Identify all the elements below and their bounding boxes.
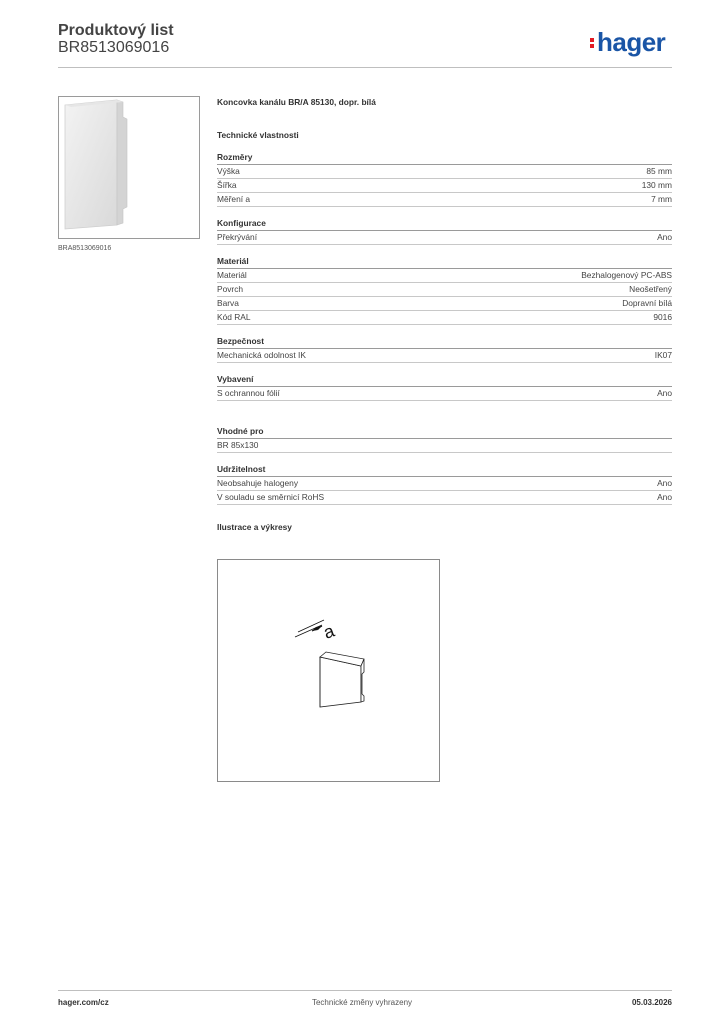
spec-label: Překrývání [217, 232, 258, 242]
spec-label: Materiál [217, 270, 247, 280]
spec-label: Barva [217, 298, 239, 308]
spec-row [217, 231, 672, 245]
section-title: Materiál [217, 255, 672, 269]
spec-section [217, 217, 672, 245]
spec-row [217, 387, 672, 401]
spec-row [217, 165, 672, 179]
spec-label: BR 85x130 [217, 440, 259, 450]
spec-value: IK07 [654, 350, 672, 360]
page-title: Produktový list [58, 22, 174, 39]
spec-row [217, 283, 672, 297]
spec-label: Mechanická odolnost IK [217, 350, 306, 360]
section-title: Vhodné pro [217, 425, 672, 439]
spec-label: Výška [217, 166, 240, 176]
spec-value: 9016 [653, 312, 672, 322]
spec-row [217, 491, 672, 505]
footer-website: hager.com/cz [58, 998, 109, 1007]
spec-value: 130 mm [641, 180, 672, 190]
spec-label: V souladu se směrnicí RoHS [217, 492, 325, 502]
spec-section [217, 373, 672, 401]
end-cap-photo-icon [59, 97, 199, 238]
spec-value: Bezhalogenový PC-ABS [581, 270, 672, 280]
spec-row [217, 477, 672, 491]
spec-row [217, 439, 672, 453]
hager-logo [590, 27, 665, 58]
spec-value: Dopravní bílá [622, 298, 672, 308]
section-title: Bezpečnost [217, 335, 672, 349]
photo-caption: BRA8513069016 [58, 245, 112, 252]
spec-label: Povrch [217, 284, 244, 294]
spec-row [217, 179, 672, 193]
spec-value: Ano [657, 492, 672, 502]
spec-row [217, 269, 672, 283]
spec-label: Neobsahuje halogeny [217, 478, 299, 488]
spec-section [217, 425, 672, 453]
illustrations-heading: Ilustrace a výkresy [217, 522, 292, 532]
spec-column [217, 96, 672, 533]
spec-label: Měření a [217, 194, 251, 204]
technical-drawing [217, 559, 440, 782]
spec-sections [217, 151, 672, 505]
section-title: Konfigurace [217, 217, 672, 231]
header-divider [58, 67, 672, 68]
section-title: Rozměry [217, 151, 672, 165]
spec-label: S ochrannou fólií [217, 388, 280, 398]
dimension-drawing-icon [218, 560, 439, 781]
spec-section [217, 151, 672, 207]
product-title: Koncovka kanálu BR/A 85130, dopr. bílá [217, 97, 376, 107]
product-photo [58, 96, 200, 239]
spec-row [217, 349, 672, 363]
footer-notice: Technické změny vyhrazeny [311, 998, 413, 1007]
spec-value: 7 mm [651, 194, 672, 204]
section-title: Udržitelnost [217, 463, 672, 477]
spec-row [217, 297, 672, 311]
spec-value: Ano [657, 388, 672, 398]
spec-value: 85 mm [646, 166, 672, 176]
spec-row [217, 193, 672, 207]
spec-label: Šířka [217, 180, 237, 190]
section-title: Vybavení [217, 373, 672, 387]
spec-label: Kód RAL [217, 312, 251, 322]
spec-section [217, 463, 672, 505]
spec-section [217, 335, 672, 363]
logo-dots-icon [590, 37, 594, 49]
spec-row [217, 311, 672, 325]
product-code: BR8513069016 [58, 39, 170, 56]
footer-date: 05.03.2026 [631, 998, 672, 1007]
logo-text: hager [597, 27, 666, 57]
tech-properties-heading: Technické vlastnosti [217, 130, 299, 140]
footer-divider [58, 990, 672, 991]
spec-value: Neošetřený [629, 284, 672, 294]
spec-value: Ano [657, 232, 672, 242]
spec-value: Ano [657, 478, 672, 488]
spec-section [217, 255, 672, 325]
dimension-label: a [320, 620, 338, 643]
